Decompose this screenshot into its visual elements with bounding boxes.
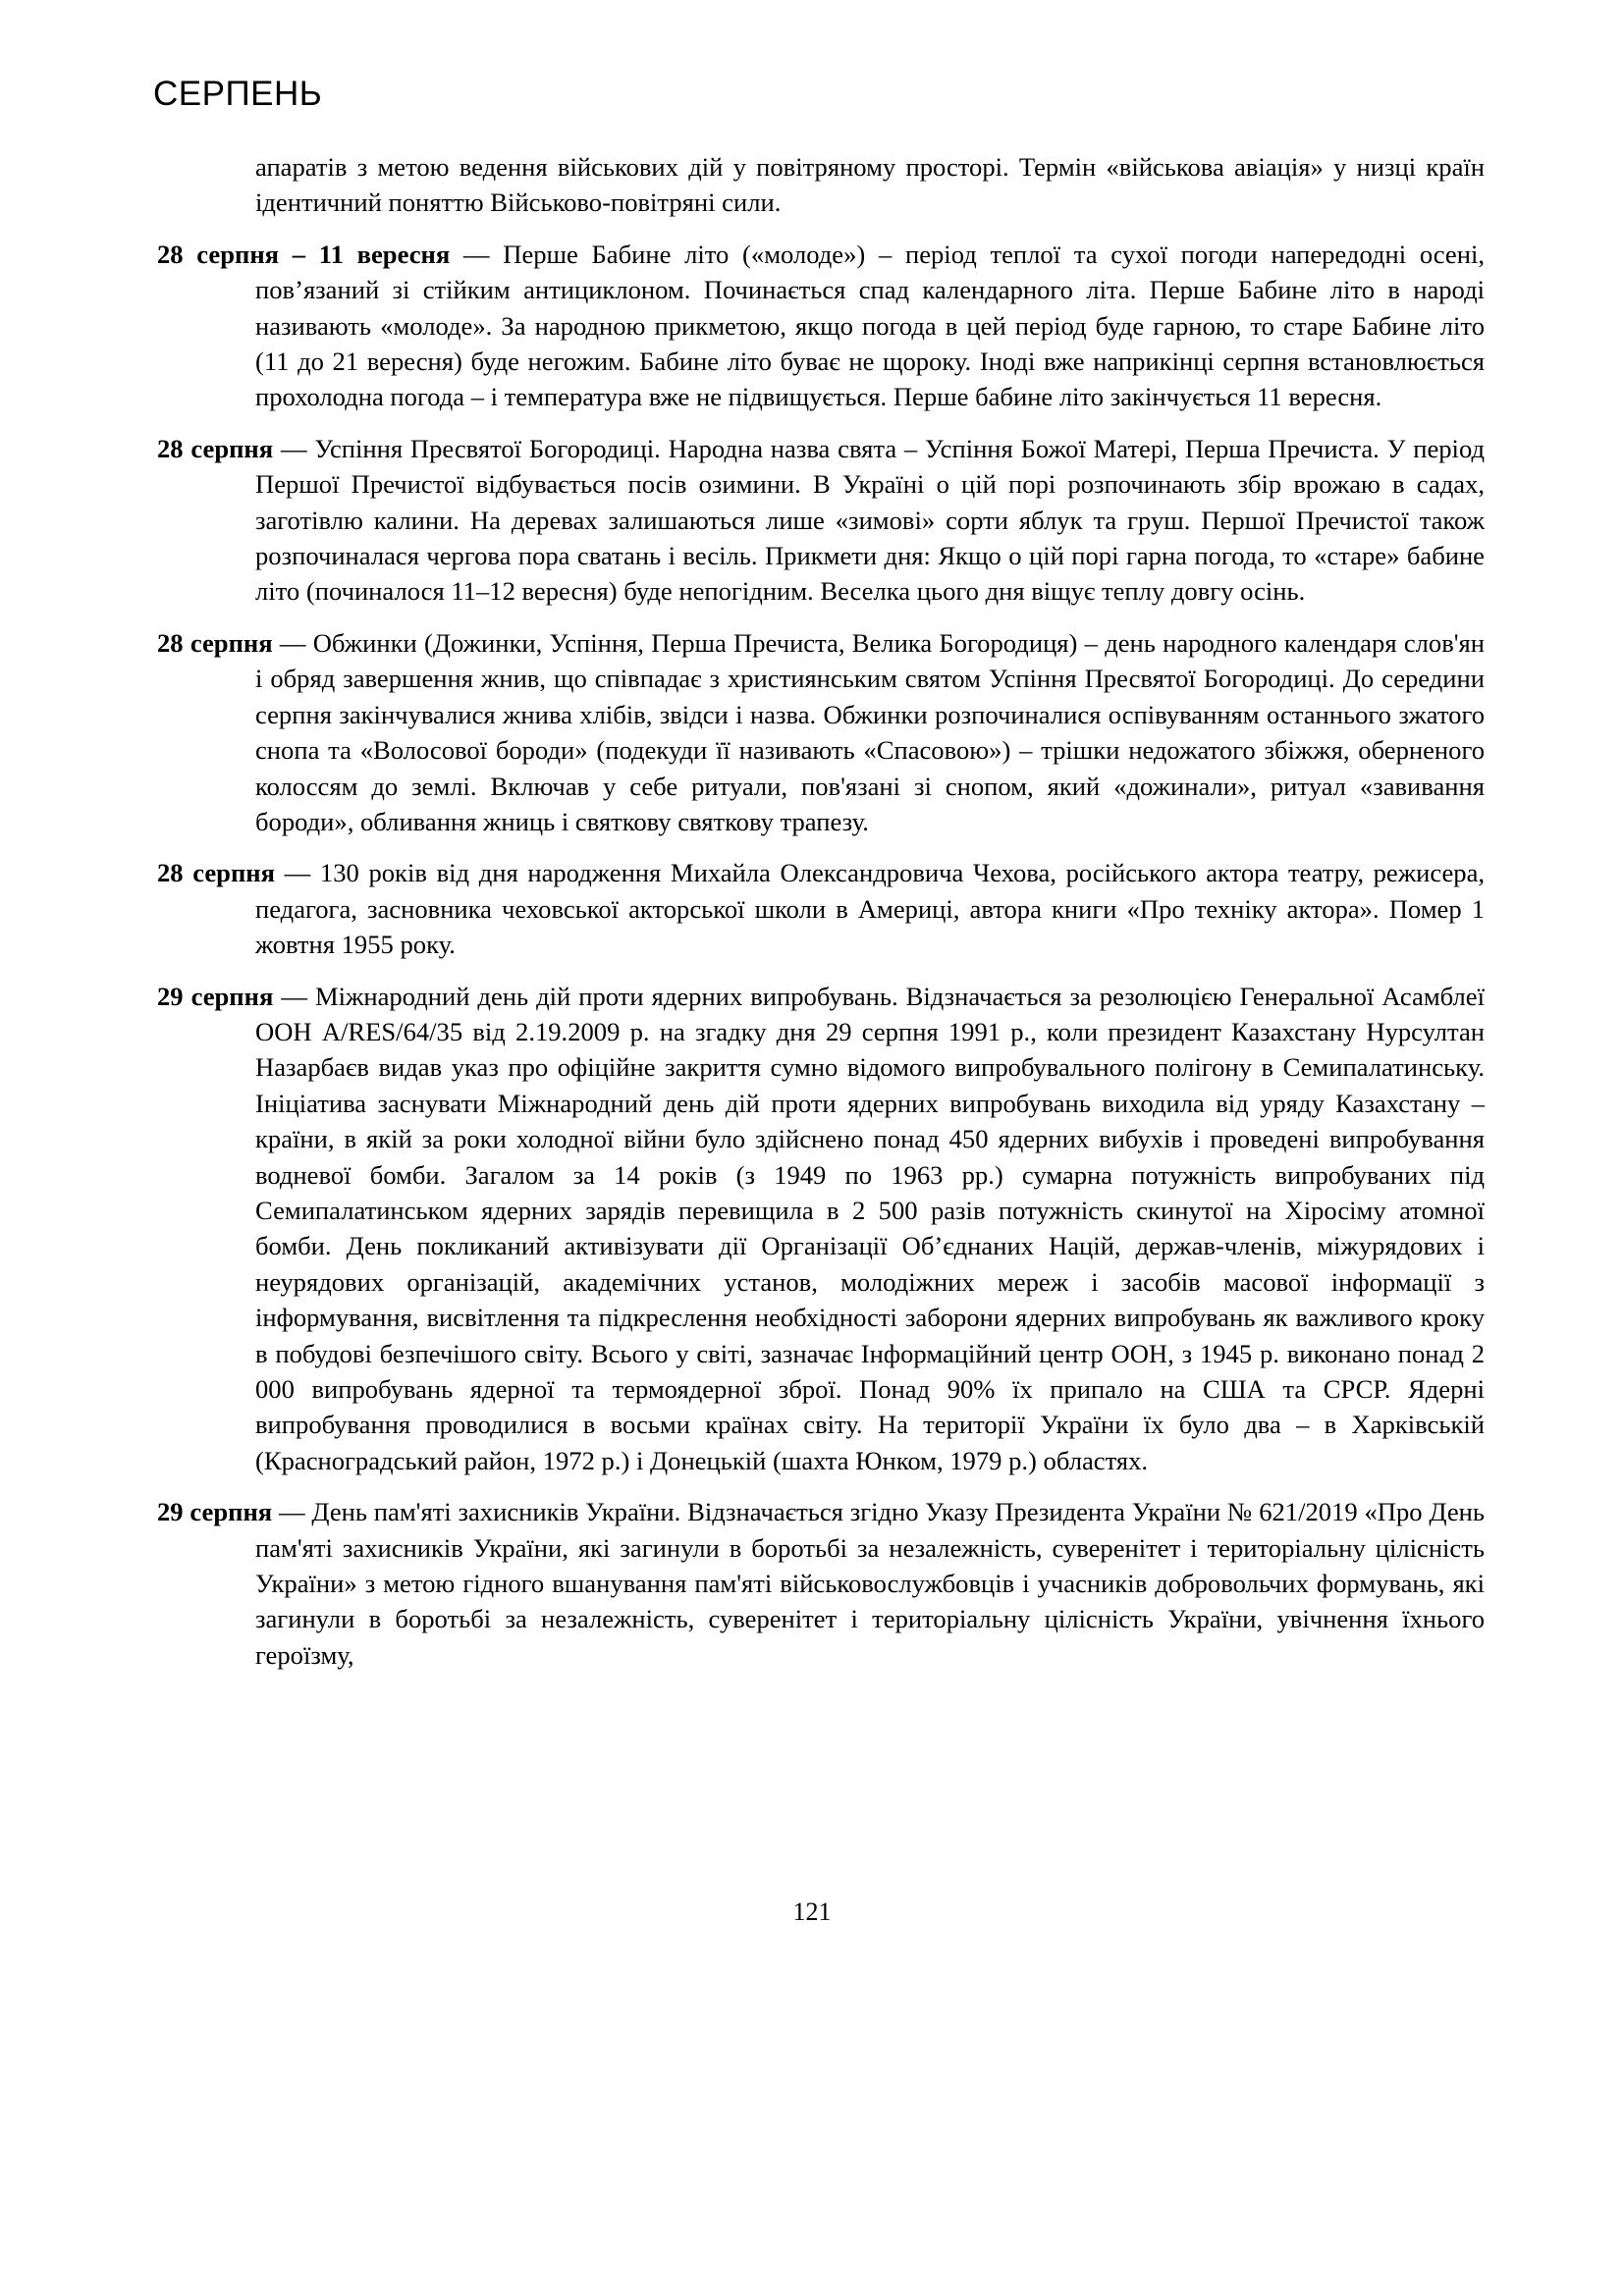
calendar-entry: [157, 855, 1485, 962]
entry-date: 29 серпня: [157, 981, 274, 1011]
calendar-entry: [157, 625, 1485, 839]
entry-text: Успіння Пресвятої Богородиці. Народна назва свята – Успіння Божої Матері, Перша Пречиста. У період Першої Пречистої відбувається посів озимини. В Україні о цій порі розпочинають збір врожаю в садах, заготівлю калини. На деревах залишаються лише «зимові» сорти яблук та груш. Першої Пречистої також розпочиналася чергова пора сватань і весіль. Прикмети дня: Якщо о цій порі гарна погода, то «старе» бабине літо (починалося 11–12 вересня) буде непогідним. Веселка цього дня віщує теплу довгу осінь.: [255, 433, 1486, 607]
running-header-month: СЕРПЕНЬ: [153, 75, 323, 113]
calendar-entry: [157, 237, 1485, 415]
entry-date: 28 серпня: [157, 627, 273, 658]
entry-separator: —: [273, 433, 315, 463]
entry-date: 28 серпня – 11 вересня: [157, 239, 451, 269]
entry-text: Перше Бабине літо («молоде») – період теплої та сухої погоди напередодні осені, пов’язаний зі стійким антициклоном. Починається спад календарного літа. Перше Бабине літо в народі називають «молоде». За народною прикметою, якщо погода в цей період буде гарною, то старе Бабине літо (11 до 21 вересня) буде негожим. Бабине літо буває не щороку. Іноді вже наприкінці серпня встановлюється прохолодна погода – і температура вже не підвищується. Перше бабине літо закінчується 11 вересня.: [255, 239, 1486, 412]
entry-separator: —: [272, 1497, 312, 1527]
entry-text: Міжнародний день дій проти ядерних випробувань. Відзначається за резолюцією Генеральної Асамблеї ООН A/RES/64/35 від 2.19.2009 р. на згадку дня 29 серпня 1991 р., коли президент Казахстану Нурсултан Назарбаєв видав указ про офіційне закриття сумно відомого випробувального полігону в Семипалатинську. Ініціатива заснувати Міжнародний день дій проти ядерних випробувань виходила від уряду Казахстану – країни, в якій за роки холодної війни було здійснено понад 450 ядерних вибухів і проведені випробування водневої бомби. Загалом за 14 років (з 1949 по 1963 рр.) сумарна потужність випробуваних під Семипалатинськом ядерних зарядів перевищила в 2 500 разів потужність скинутої на Хіросіму атомної бомби. День покликаний активізувати дії Організації Об’єднаних Націй, держав-членів, міжурядових і неурядових організацій, академічних установ, молодіжних мереж і засобів масової інформації з інформування, висвітлення та підкреслення необхідності заборони ядерних випробувань як важливого кроку в побудові безпечішого світу. Всього у світі, зазначає Інформаційний центр ООН, з 1945 р. виконано понад 2 000 випробувань ядерної та термоядерної зброї. Понад 90% їх припало на США та СРСР. Ядерні випробування проводилися в восьми країнах світу. На території України їх було два – в Харківській (Красноградський район, 1972 р.) і Донецькій (шахта Юнком, 1979 р.) областях.: [255, 981, 1486, 1475]
entry-date: 29 серпня: [157, 1497, 273, 1527]
entry-separator: —: [272, 627, 313, 658]
calendar-entries: [157, 149, 1485, 1688]
entry-separator: —: [273, 981, 315, 1011]
calendar-entry: [157, 979, 1485, 1479]
entry-text: 130 років від дня народження Михайла Олександровича Чехова, російського актора театру, режисера, педагога, засновника чеховської акторської школи в Америці, автора книги «Про техніку актора». Помер 1 жовтня 1955 року.: [255, 858, 1486, 960]
entry-text: апаратів з метою ведення військових дій у повітряному просторі. Термін «військова авіація» у низці країн ідентичний поняттю Військово-повітряні сили.: [255, 152, 1485, 218]
page-number: 121: [792, 1897, 832, 1926]
calendar-entry: [157, 1494, 1485, 1673]
entry-date: 28 серпня: [157, 433, 274, 463]
entry-separator: —: [450, 239, 504, 269]
entry-text: Обжинки (Дожинки, Успіння, Перша Пречиста, Велика Богородиця) – день народного календаря слов'ян і обряд завершення жнив, що співпадає з християнським святом Успіння Пресвятої Богородиці. До середини серпня закінчувалися жнива хлібів, звідси і назва. Обжинки розпочиналися оспівуванням останнього зжатого снопа та «Волосової бороди» (подекуди її називають «Спасовою») – трішки недожатого збіжжя, оберненого колоссям до землі. Включав у себе ритуали, пов'язані зі снопом, який «дожинали», ритуал «завивання бороди», обливання жниць і святкову святкову трапезу.: [255, 627, 1486, 836]
entry-separator: —: [275, 858, 320, 888]
entry-text: День пам'яті захисників України. Відзначається згідно Указу Президента України № 621/2019 «Про День пам'яті захисників України, які загинули в боротьбі за незалежність, суверенітет і територіальну цілісність України» з метою гідного вшанування пам'яті військовослужбовців і учасників добровольчих формувань, які загинули в боротьбі за незалежність, суверенітет і територіальну цілісність України, увічнення їхнього героїзму,: [255, 1497, 1486, 1670]
entry-date: 28 серпня: [157, 858, 276, 888]
calendar-entry: [157, 431, 1485, 610]
calendar-entry: [157, 149, 1485, 221]
